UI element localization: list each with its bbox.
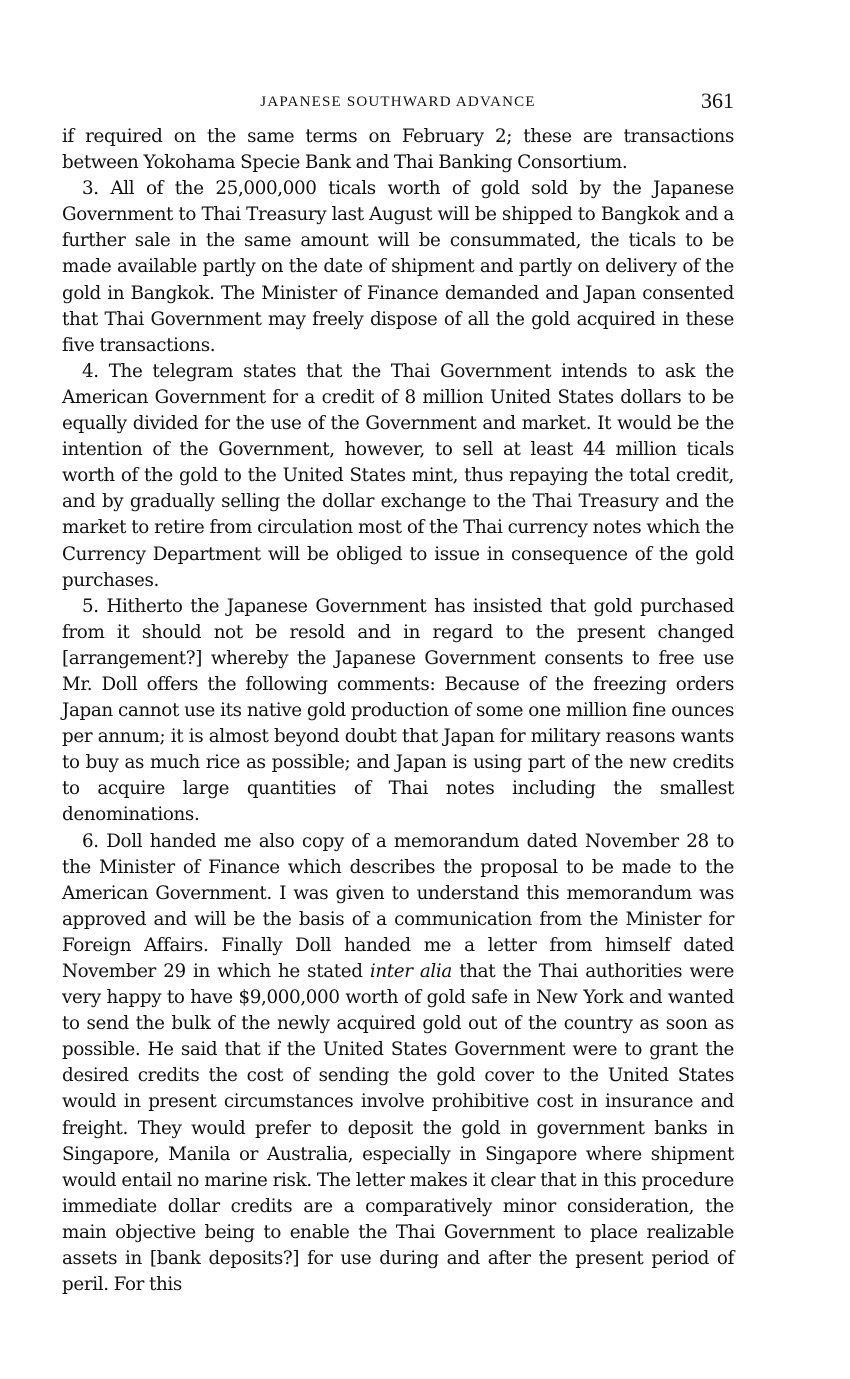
paragraph-3: 3. All of the 25,000,000 ticals worth of gold sold by the Japanese Government to Thai Treasury last August will be shipped to Bangkok and a further sale in the same amount will be consummated, the ticals to be made available partly on the date of shipment and partly on delivery of the gold in Bangkok. The Minister of Finance demanded and Japan consented that Thai Government may freely dispose of all the gold acquired in these five transactions.	[62, 178, 734, 356]
running-title: JAPANESE SOUTHWARD ADVANCE	[260, 94, 536, 110]
document-page	[62, 88, 734, 1298]
paragraph-6	[62, 829, 734, 1299]
running-header	[62, 88, 734, 118]
paragraph-6-text-end: that the Thai authorities were very happy to have $9,000,000 worth of gold safe in New York and wanted to send the bulk of the newly acquired gold out of the country as soon as possible. He said that if the United States Government were to grant the desired credits the cost of sending the gold cover to the United States would in present circumstances involve prohibitive cost in insurance and freight. They would prefer to deposit the gold in government banks in Singapore, Manila or Australia, especially in Singapore where shipment would entail no marine risk. The letter makes it clear that in this procedure immediate dollar credits are a comparatively minor consideration, the main objective being to enable the Thai Government to place realizable assets in [bank deposits?] for use during and after the present period of peril. For this	[62, 961, 735, 1296]
body-text	[62, 124, 734, 1298]
paragraph-5: 5. Hitherto the Japanese Government has insisted that gold purchased from it should not be resold and in regard to the present changed [arrangement?] whereby the Japanese Government consents to free use Mr. Doll offers the following comments: Because of the freezing orders Japan cannot use its native gold production of some one million fine ounces per annum; it is almost beyond doubt that Japan for military reasons wants to buy as much rice as possible; and Japan is using part of the new credits to acquire large quantities of Thai notes including the smallest denominations.	[62, 595, 734, 826]
paragraph-4: 4. The telegram states that the Thai Government intends to ask the American Government for a credit of 8 million United States dollars to be equally divided for the use of the Government and market. It would be the intention of the Government, however, to sell at least 44 million ticals worth of the gold to the United States mint, thus repaying the total credit, and by gradually selling the dollar exchange to the Thai Treasury and the market to retire from circulation most of the Thai currency notes which the Currency Department will be obliged to issue in consequence of the gold purchases.	[62, 360, 734, 591]
italic-phrase: inter alia	[369, 961, 452, 982]
paragraph-continuation: if required on the same terms on February 2; these are transactions between Yokohama Specie Bank and Thai Banking Consortium.	[62, 126, 734, 174]
page-number: 361	[701, 88, 734, 113]
paragraph-6-text-start: 6. Doll handed me also copy of a memorandum dated November 28 to the Minister of Finance which describes the proposal to be made to the American Government. I was given to understand this memorandum was approved and will be the basis of a communication from the Minister for Foreign Affairs. Finally Doll handed me a letter from himself dated November 29 in which he stated	[62, 830, 734, 982]
